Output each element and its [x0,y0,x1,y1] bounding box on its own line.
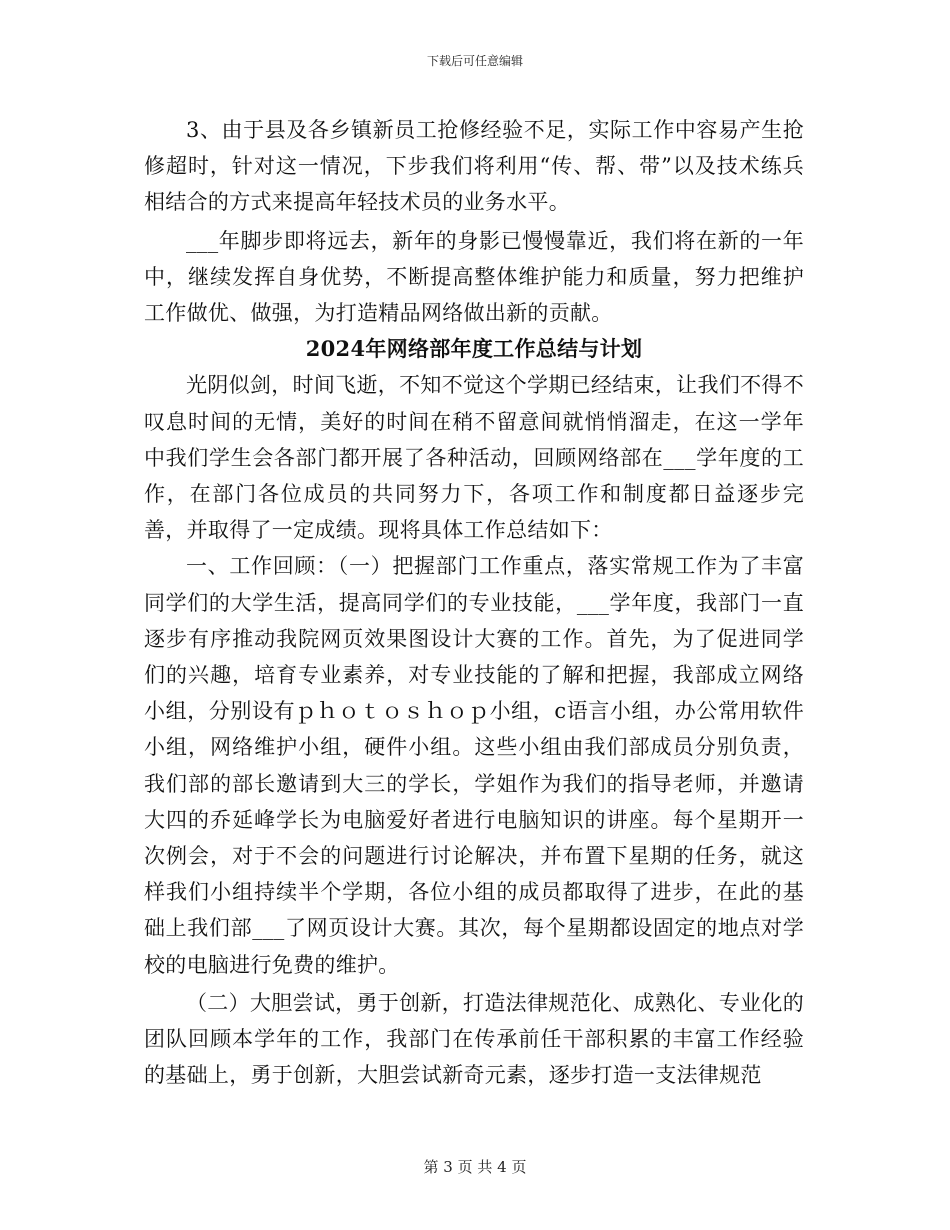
paragraph-work-review: 一、工作回顾：（一）把握部门工作重点，落实常规工作为了丰富同学们的大学生活，提高同学们的专业技能，___学年度，我部门一直逐步有序推动我院网页效果图设计大赛的工作。首先，为了促进同学们的兴趣，培育专业素养，对专业技能的了解和把握，我部成立网络小组，分别设有ｐｈｏｔｏｓｈｏｐ小组，c语言小组，办公常用软件小组，网络维护小组，硬件小组。这些小组由我们部成员分别负责，我们部的部长邀请到大三的学长，学姐作为我们的指导老师，并邀请大四的乔延峰学长为电脑爱好者进行电脑知识的讲座。每个星期开一次例会，对于不会的问题进行讨论解决，并布置下星期的任务，就这样我们小组持续半个学期，各位小组的成员都取得了进步，在此的基础上我们部___了网页设计大赛。其次，每个星期都设固定的地点对学校的电脑进行免费的维护。 [144,554,804,977]
document-body [144,112,804,1093]
paragraph-repair-training: 3、由于县及各乡镇新员工抢修经验不足，实际工作中容易产生抢修超时，针对这一情况，下步我们将利用“传、帮、带”以及技术练兵相结合的方式来提高年轻技术员的业务水平。 [144,118,804,215]
paragraph-intro: 光阴似剑，时间飞逝，不知不觉这个学期已经结束，让我们不得不叹息时间的无情，美好的时间在稍不留意间就悄悄溜走，在这一学年中我们学生会各部门都开展了各种活动，回顾网络部在___学年度的工作，在部门各位成员的共同努力下，各项工作和制度都日益逐步完善，并取得了一定成绩。现将具体工作总结如下： [144,373,804,543]
paragraph-innovation: （二）大胆尝试，勇于创新，打造法律规范化、成熟化、专业化的团队回顾本学年的工作，我部门在传承前任干部积累的丰富工作经验的基础上，勇于创新，大胆尝试新奇元素，逐步打造一支法律规范 [144,990,804,1088]
section-heading: 2024年网络部年度工作总结与计划 [305,336,643,362]
page-number: 第 3 页 共 4 页 [423,1158,527,1176]
page-header-note: 下载后可任意编辑 [426,54,523,68]
paragraph-new-year-outlook: ___年脚步即将远去，新年的身影已慢慢靠近，我们将在新的一年中，继续发挥自身优势，不断提高整体维护能力和质量，努力把维护工作做优、做强，为打造精品网络做出新的贡献。 [144,228,804,326]
